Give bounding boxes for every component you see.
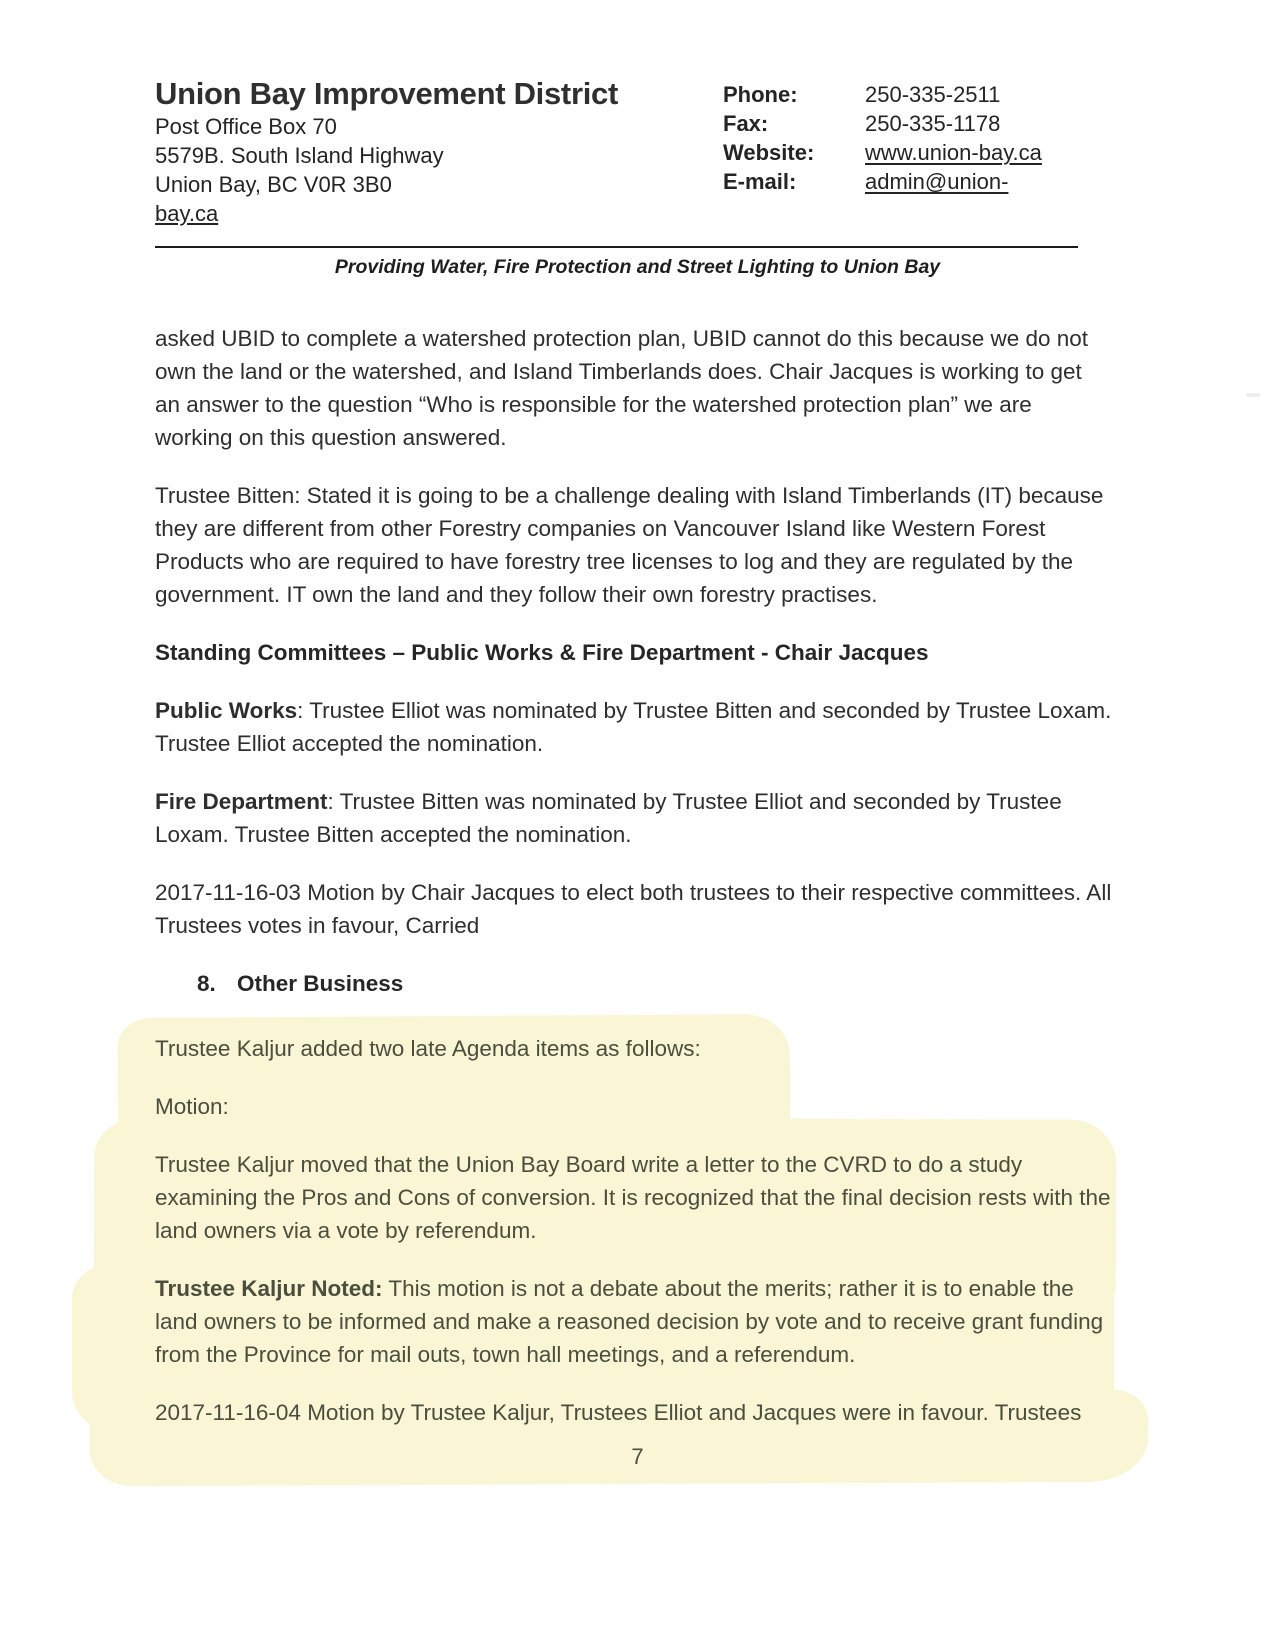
- text-segment: Trustee Kaljur added two late Agenda items as follows:: [155, 1036, 701, 1061]
- contact-label: Website:: [723, 140, 815, 165]
- text-segment: : Trustee Elliot was nominated by Trustee Bitten and seconded by Trustee Loxam. Trustee Elliot accepted the nomination.: [155, 698, 1112, 756]
- org-name: Union Bay Improvement District: [155, 76, 618, 111]
- email-wrap-line: bay.ca: [155, 201, 219, 226]
- paragraph: [155, 322, 1113, 454]
- contact-label: E-mail:: [723, 169, 797, 194]
- text-segment: Fire Department: [155, 789, 328, 814]
- paragraph: [155, 1090, 1113, 1123]
- text-segment: Standing Committees – Public Works & Fire Department - Chair Jacques: [155, 640, 929, 665]
- contact-value: www.union-bay.ca: [865, 140, 1042, 165]
- contact-value: 250-335-2511: [865, 82, 1001, 107]
- address-line: Post Office Box 70: [155, 114, 337, 139]
- text-segment: : Trustee Bitten was nominated by Trustee Elliot and seconded by Trustee Loxam. Trustee Bitten accepted the nomination.: [155, 789, 1062, 847]
- text-segment: Trustee Kaljur moved that the Union Bay Board write a letter to the CVRD to do a study examining the Pros and Cons of conversion. It is recognized that the final decision rests with the land owners via a vote by referendum.: [155, 1152, 1111, 1243]
- contact-label: Fax:: [723, 111, 769, 136]
- text-segment: Public Works: [155, 698, 298, 723]
- agenda-item-number: 8.: [197, 971, 216, 996]
- letterhead-contact: [723, 82, 1042, 194]
- paragraph: [155, 694, 1113, 760]
- text-segment: Trustee Bitten: Stated it is going to be a challenge dealing with Island Timberlands (IT) because they are different from other Forestry companies on Vancouver Island like Western Forest Products who are required to have forestry tree licenses to log and they are regulated by the government. IT own the land and they follow their own forestry practises.: [155, 483, 1104, 607]
- paragraph: [155, 785, 1113, 851]
- paragraph: [155, 1272, 1113, 1371]
- paragraph: [155, 479, 1113, 611]
- address-line: 5579B. South Island Highway: [155, 143, 444, 168]
- contact-value: admin@union-: [865, 169, 1009, 194]
- address-line: Union Bay, BC V0R 3B0: [155, 172, 392, 197]
- text-segment: Motion:: [155, 1094, 229, 1119]
- text-segment: 2017-11-16-04 Motion by Trustee Kaljur, Trustees Elliot and Jacques were in favour. Trustees: [155, 1400, 1082, 1425]
- text-segment: asked UBID to complete a watershed protection plan, UBID cannot do this because we do not own the land or the watershed, and Island Timberlands does. Chair Jacques is working to get an answer to the question “Who is responsible for the watershed protection plan” we are working on this question answered.: [155, 326, 1089, 450]
- text-segment: This motion is not a debate about the merits; rather it is to enable the land owners to be informed and make a reasoned decision by vote and to receive grant funding from the Province for mail outs, town hall meetings, and a referendum.: [155, 1276, 1104, 1367]
- paragraph: [155, 1032, 1113, 1065]
- contact-value: 250-335-1178: [865, 111, 1001, 136]
- text-segment: 2017-11-16-03 Motion by Chair Jacques to elect both trustees to their respective committees. All Trustees votes in favour, Carried: [155, 880, 1112, 938]
- paragraph: [155, 876, 1113, 942]
- scan-artifact: [1246, 393, 1260, 397]
- letterhead-left: [155, 76, 715, 228]
- paragraph: [155, 1148, 1113, 1247]
- document-body: [155, 322, 1113, 1454]
- paragraph: [155, 1396, 1113, 1429]
- text-segment: Trustee Kaljur Noted:: [155, 1276, 383, 1301]
- text-segment: Other Business: [237, 971, 404, 996]
- section-heading: [155, 636, 1113, 669]
- agenda-item-heading: [155, 967, 1113, 1000]
- contact-label: Phone:: [723, 82, 798, 107]
- page-number: 7: [631, 1444, 644, 1469]
- header-divider: [155, 246, 1078, 248]
- tagline: Providing Water, Fire Protection and Street Lighting to Union Bay: [334, 256, 941, 278]
